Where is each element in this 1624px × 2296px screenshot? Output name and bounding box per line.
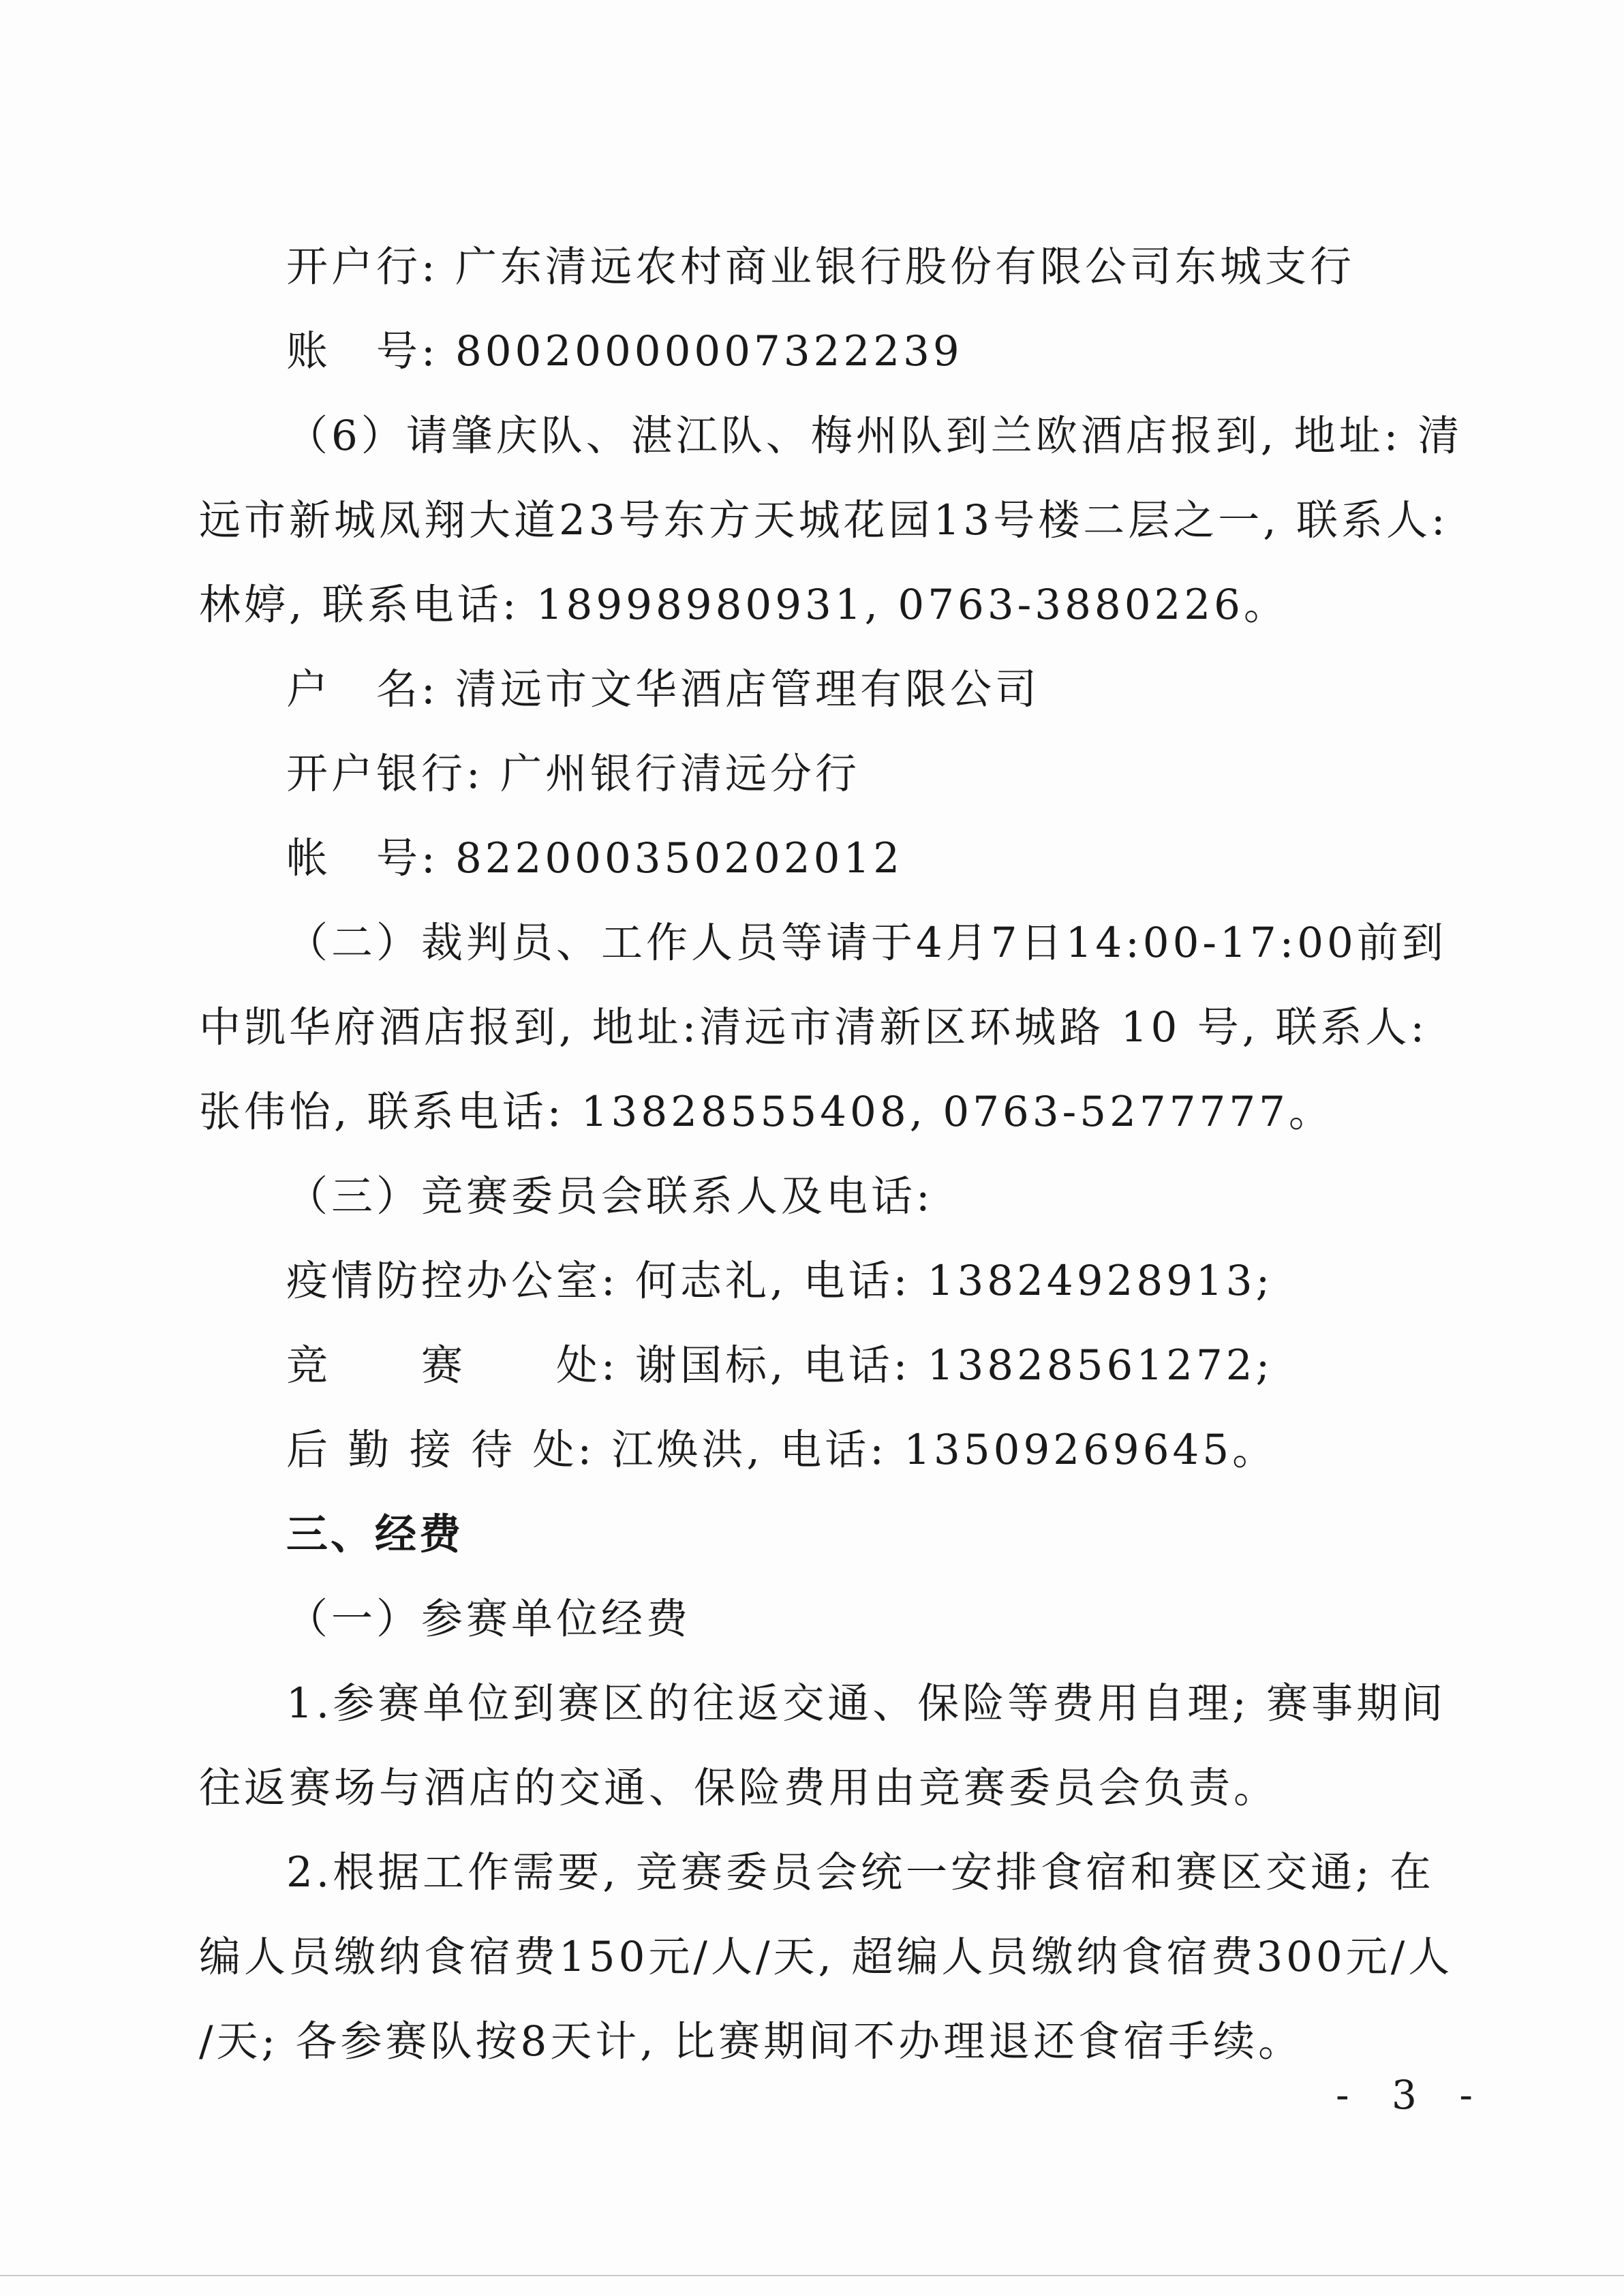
subheading: （一）参赛单位经费 <box>286 1595 692 1643</box>
paragraph-line: 1.参赛单位到赛区的往返交通、保险等费用自理; 赛事期间 <box>286 1679 1447 1728</box>
bank-name-line: 开户银行: 广州银行清远分行 <box>286 750 860 798</box>
page-number: - 3 - <box>1336 2072 1488 2118</box>
account-number-line: 帐 号: 822000350202012 <box>286 834 904 883</box>
section-heading: 三、经费 <box>286 1510 464 1559</box>
paragraph-line: （二）裁判员、工作人员等请于4月7日14:00-17:00前到 <box>286 919 1447 967</box>
account-holder-line: 户 名: 清远市文华酒店管理有限公司 <box>286 665 1040 714</box>
contact-line: 疫情防控办公室: 何志礼, 电话: 13824928913; <box>286 1257 1274 1305</box>
paragraph-line: 2.根据工作需要, 竞赛委员会统一安排食宿和赛区交通; 在 <box>286 1848 1435 1897</box>
paragraph-line: （6）请肇庆队、湛江队、梅州队到兰欧酒店报到, 地址: 清 <box>286 412 1463 460</box>
paragraph-line: 编人员缴纳食宿费150元/人/天, 超编人员缴纳食宿费300元/人 <box>199 1933 1454 1981</box>
contact-line: 竞 赛 处: 谢国标, 电话: 13828561272; <box>286 1341 1274 1390</box>
paragraph-line: 张伟怡, 联系电话: 13828555408, 0763-5277777。 <box>199 1088 1334 1136</box>
paragraph-line: 往返赛场与酒店的交通、保险费用由竞赛委员会负责。 <box>199 1764 1279 1812</box>
paragraph-line: /天; 各参赛队按8天计, 比赛期间不办理退还食宿手续。 <box>199 2017 1304 2066</box>
paragraph-line: 远市新城凤翔大道23号东方天城花园13号楼二层之一, 联系人: <box>199 496 1449 545</box>
account-number-line: 账 号: 80020000007322239 <box>286 327 963 376</box>
bank-name-line: 开户行: 广东清远农村商业银行股份有限公司东城支行 <box>286 243 1355 291</box>
paragraph-line: 中凯华府酒店报到, 地址:清远市清新区环城路 10 号, 联系人: <box>199 1003 1428 1052</box>
subheading-contacts: （三）竞赛委员会联系人及电话: <box>286 1172 934 1221</box>
scan-edge-divider <box>0 2275 1624 2276</box>
paragraph-line: 林婷, 联系电话: 18998980931, 0763-3880226。 <box>199 581 1289 629</box>
contact-line: 后 勤 接 待 处: 江焕洪, 电话: 13509269645。 <box>286 1426 1278 1474</box>
